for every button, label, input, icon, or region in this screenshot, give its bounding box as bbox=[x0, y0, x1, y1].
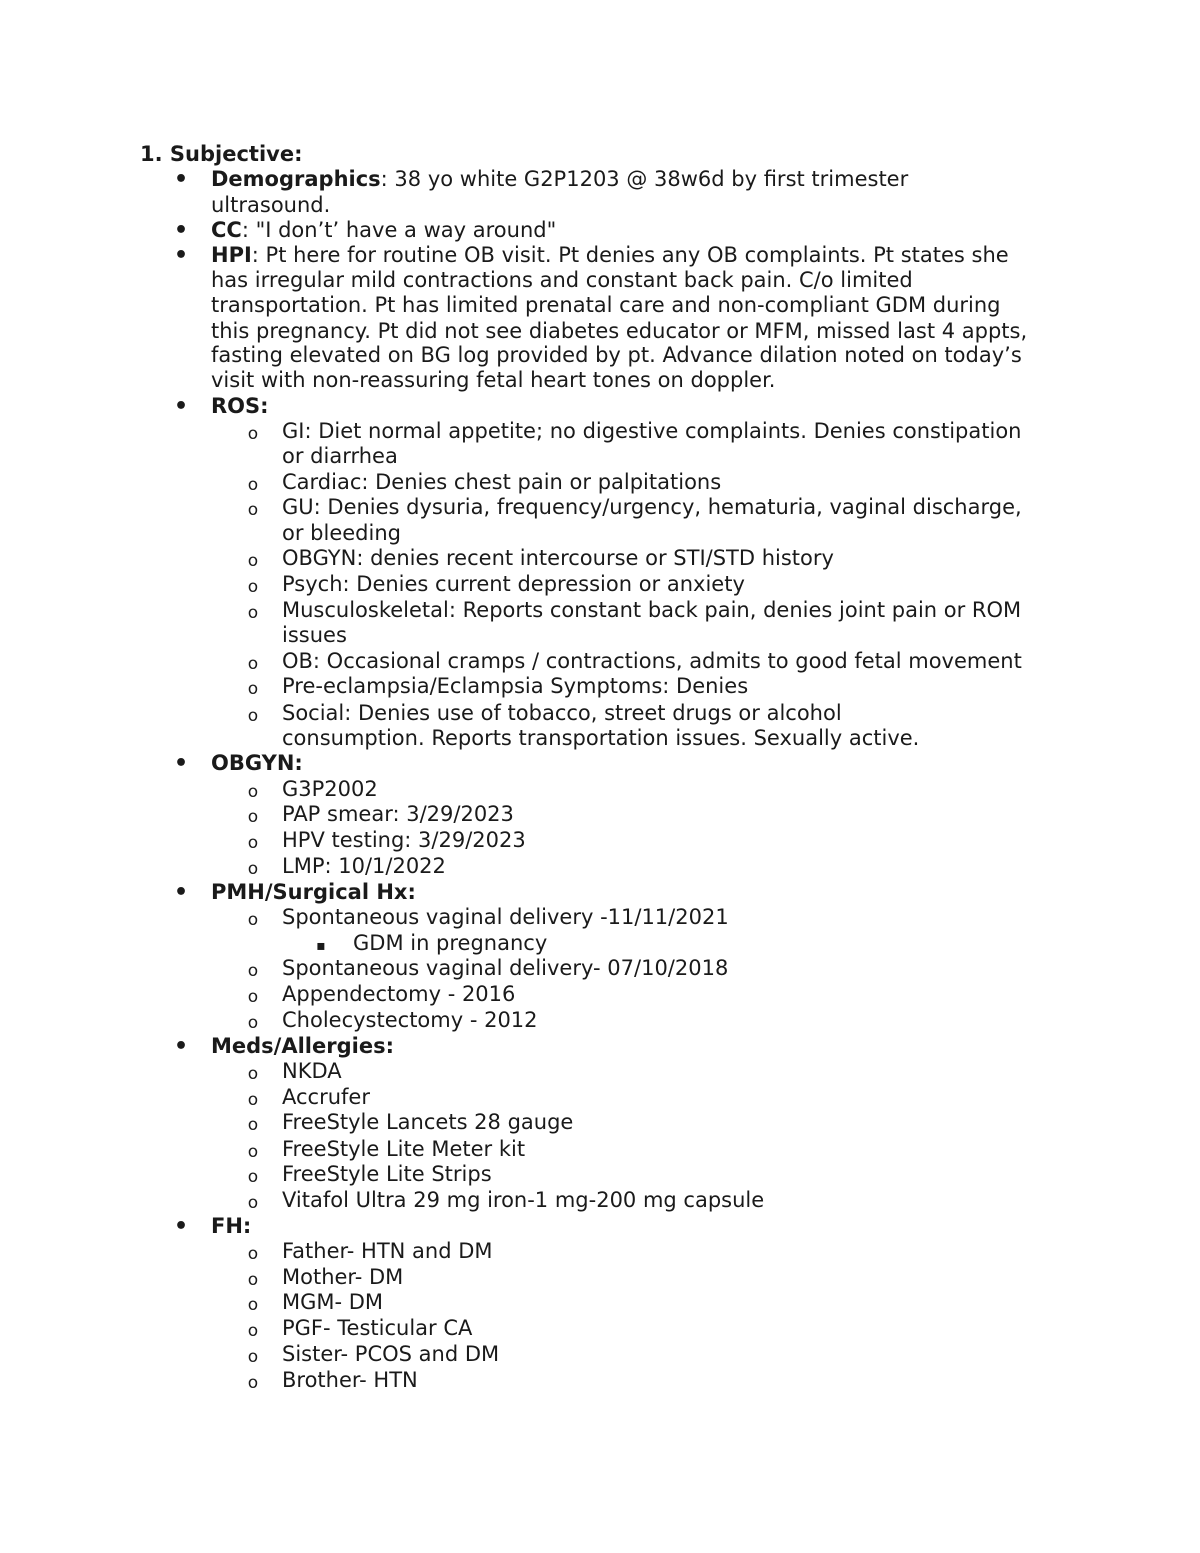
ros-item: GU: Denies dysuria, frequency/urgency, hematuria, vaginal discharge, bbox=[282, 495, 1022, 519]
ros-item: Musculoskeletal: Reports constant back pain, denies joint pain or ROM bbox=[282, 598, 1022, 622]
fh-item: Sister- PCOS and DM bbox=[282, 1342, 500, 1366]
cc-line bbox=[211, 217, 556, 243]
bullet-icon bbox=[168, 166, 194, 193]
circle-bullet-icon bbox=[240, 1368, 266, 1396]
circle-bullet-icon bbox=[240, 419, 266, 447]
circle-bullet-icon bbox=[240, 905, 266, 933]
hpi-text: : Pt here for routine OB visit. Pt denies any OB complaints. Pt states she bbox=[251, 243, 1009, 267]
meds-item: FreeStyle Lite Meter kit bbox=[282, 1137, 526, 1161]
circle-bullet-icon bbox=[240, 1137, 266, 1165]
bullet-icon bbox=[168, 242, 194, 269]
bullet-icon bbox=[168, 1033, 194, 1060]
section-number: 1. bbox=[140, 142, 163, 166]
demographics-text: : 38 yo white G2P1203 @ 38w6d by first trimester bbox=[380, 167, 909, 191]
fh-item: Brother- HTN bbox=[282, 1368, 418, 1392]
demographics-line-1 bbox=[211, 166, 908, 192]
hpi-line-6: visit with non-reassuring fetal heart tones on doppler. bbox=[211, 368, 776, 392]
obgyn-label: OBGYN: bbox=[211, 751, 303, 775]
circle-bullet-icon bbox=[240, 956, 266, 984]
fh-item: Father- HTN and DM bbox=[282, 1239, 493, 1263]
meds-item: Accrufer bbox=[282, 1085, 370, 1109]
fh-item: PGF- Testicular CA bbox=[282, 1316, 473, 1340]
ros-item-cont: or diarrhea bbox=[282, 444, 398, 468]
demographics-line-2: ultrasound. bbox=[211, 193, 331, 217]
bullet-icon bbox=[168, 393, 194, 420]
ros-item: Cardiac: Denies chest pain or palpitations bbox=[282, 470, 722, 494]
bullet-icon bbox=[168, 879, 194, 906]
circle-bullet-icon bbox=[240, 1342, 266, 1370]
demographics-label: Demographics bbox=[211, 167, 381, 191]
circle-bullet-icon bbox=[240, 1290, 266, 1318]
circle-bullet-icon bbox=[240, 1008, 266, 1036]
hpi-line-5: fasting elevated on BG log provided by pt. Advance dilation noted on today’s bbox=[211, 343, 1022, 367]
section-title: Subjective: bbox=[169, 142, 303, 166]
hpi-line-1 bbox=[211, 242, 1009, 268]
section-heading bbox=[140, 141, 302, 167]
ros-item: Psych: Denies current depression or anxiety bbox=[282, 572, 745, 596]
circle-bullet-icon bbox=[240, 854, 266, 882]
circle-bullet-icon bbox=[240, 982, 266, 1010]
fh-item: Mother- DM bbox=[282, 1265, 404, 1289]
ros-item-cont: or bleeding bbox=[282, 521, 401, 545]
ros-item: Pre-eclampsia/Eclampsia Symptoms: Denies bbox=[282, 674, 749, 698]
hpi-line-2: has irregular mild contractions and constant back pain. C/o limited bbox=[211, 268, 913, 292]
circle-bullet-icon bbox=[240, 1059, 266, 1087]
hpi-label: HPI bbox=[211, 243, 252, 267]
bullet-icon bbox=[168, 1213, 194, 1240]
circle-bullet-icon bbox=[240, 546, 266, 574]
circle-bullet-icon bbox=[240, 802, 266, 830]
ros-item-cont: issues bbox=[282, 623, 347, 647]
circle-bullet-icon bbox=[240, 1162, 266, 1190]
pmh-item: Appendectomy - 2016 bbox=[282, 982, 516, 1006]
ros-item: OB: Occasional cramps / contractions, admits to good fetal movement bbox=[282, 649, 1022, 673]
circle-bullet-icon bbox=[240, 598, 266, 626]
pmh-label: PMH/Surgical Hx: bbox=[211, 880, 416, 904]
cc-label: CC bbox=[211, 218, 242, 242]
fh-label: FH: bbox=[211, 1214, 252, 1238]
pmh-item: Cholecystectomy - 2012 bbox=[282, 1008, 538, 1032]
ros-item: Social: Denies use of tobacco, street drugs or alcohol bbox=[282, 701, 842, 725]
obgyn-item: HPV testing: 3/29/2023 bbox=[282, 828, 526, 852]
ros-label: ROS: bbox=[211, 394, 269, 418]
ros-item: OBGYN: denies recent intercourse or STI/STD history bbox=[282, 546, 834, 570]
meds-item: NKDA bbox=[282, 1059, 342, 1083]
obgyn-item: G3P2002 bbox=[282, 777, 378, 801]
circle-bullet-icon bbox=[240, 1085, 266, 1113]
meds-item: Vitafol Ultra 29 mg iron-1 mg-200 mg capsule bbox=[282, 1188, 765, 1212]
pmh-item: Spontaneous vaginal delivery- 07/10/2018 bbox=[282, 956, 729, 980]
bullet-icon bbox=[168, 750, 194, 777]
circle-bullet-icon bbox=[240, 1239, 266, 1267]
hpi-line-4: this pregnancy. Pt did not see diabetes educator or MFM, missed last 4 appts, bbox=[211, 319, 1028, 343]
cc-text: : "I don’t’ have a way around" bbox=[241, 218, 557, 242]
pmh-subitem: GDM in pregnancy bbox=[353, 931, 548, 955]
meds-label: Meds/Allergies: bbox=[211, 1034, 394, 1058]
bullet-icon bbox=[168, 217, 194, 244]
obgyn-item: LMP: 10/1/2022 bbox=[282, 854, 446, 878]
circle-bullet-icon bbox=[240, 572, 266, 600]
hpi-line-3: transportation. Pt has limited prenatal care and non-compliant GDM during bbox=[211, 293, 1001, 317]
ros-item-cont: consumption. Reports transportation issues. Sexually active. bbox=[282, 726, 920, 750]
circle-bullet-icon bbox=[240, 1265, 266, 1293]
ros-item: GI: Diet normal appetite; no digestive complaints. Denies constipation bbox=[282, 419, 1022, 443]
circle-bullet-icon bbox=[240, 1110, 266, 1138]
circle-bullet-icon bbox=[240, 777, 266, 805]
circle-bullet-icon bbox=[240, 1188, 266, 1216]
circle-bullet-icon bbox=[240, 649, 266, 677]
circle-bullet-icon bbox=[240, 470, 266, 498]
circle-bullet-icon bbox=[240, 701, 266, 729]
obgyn-item: PAP smear: 3/29/2023 bbox=[282, 802, 514, 826]
meds-item: FreeStyle Lancets 28 gauge bbox=[282, 1110, 574, 1134]
circle-bullet-icon bbox=[240, 495, 266, 523]
fh-item: MGM- DM bbox=[282, 1290, 384, 1314]
circle-bullet-icon bbox=[240, 828, 266, 856]
meds-item: FreeStyle Lite Strips bbox=[282, 1162, 492, 1186]
pmh-item: Spontaneous vaginal delivery -11/11/2021 bbox=[282, 905, 729, 929]
circle-bullet-icon bbox=[240, 1316, 266, 1344]
circle-bullet-icon bbox=[240, 674, 266, 702]
